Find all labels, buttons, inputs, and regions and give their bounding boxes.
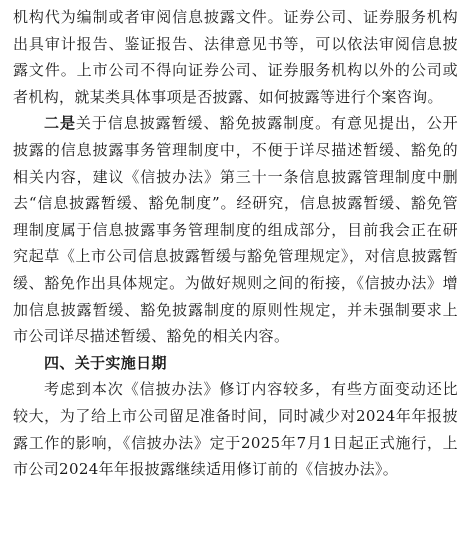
paragraph-disclosure-deferral-body: 关于信息披露暂缓、豁免披露制度。有意见提出，公开披露的信息披露事务管理制度中，不便于详尽描述暂缓、豁免的相关内容，建议《信披办法》第三十一条信息披露管理制度中删去“信息披露暂缓、豁免制度”。经研究，信息披露暂缓、豁免管理制度属于信息披露事务管理制度的组成部分，目前我会正在研究起草《上市公司信息披露暂缓与豁免管理规定》，对信息披露暂缓、豁免作出具体规定。为做好规则之间的衔接，《信披办法》增加信息披露暂缓、豁免披露制度的原则性规定，并未强制要求上市公司详尽描述暂缓、豁免的相关内容。 xyxy=(13,114,459,346)
paragraph-effective-date: 考虑到本次《信披办法》修订内容较多，有些方面变动还比较大，为了给上市公司留足准备时间，同时减少对2024年年报披露工作的影响，《信披办法》定于2025年7月1日起正式施行，上市公司2024年年报披露继续适用修订前的《信披办法》。 xyxy=(13,380,458,479)
paragraph-continuation: 机构代为编制或者审阅信息披露文件。证券公司、证券服务机构出具审计报告、鉴证报告、法律意见书等，可以依法审阅信息披露文件。上市公司不得向证券公司、证券服务机构以外的公司或者机构，就某类具体事项是否披露、如何披露等进行个案咨询。 xyxy=(13,8,458,106)
paragraph-lead-label: 二是 xyxy=(44,114,76,133)
section-heading: 四、关于实施日期 xyxy=(44,353,167,372)
paragraph-disclosure-deferral xyxy=(13,110,458,349)
